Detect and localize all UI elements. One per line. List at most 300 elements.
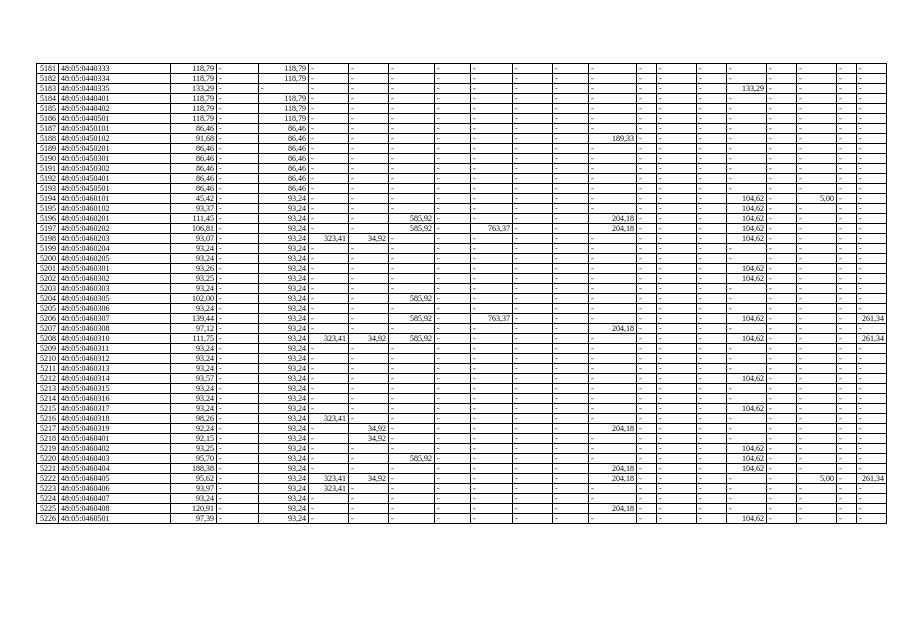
value-cell: - — [857, 174, 887, 184]
value-cell: - — [857, 374, 887, 384]
value-cell: - — [727, 384, 767, 394]
value-cell: - — [767, 444, 797, 454]
value-cell: - — [435, 264, 471, 274]
row-number-cell: 5189 — [37, 144, 59, 154]
value-cell: - — [767, 204, 797, 214]
value-cell: - — [697, 394, 727, 404]
value-cell: - — [657, 164, 697, 174]
value-cell: 97,12 — [171, 324, 217, 334]
value-cell: - — [389, 464, 435, 474]
value-cell: - — [217, 394, 259, 404]
value-cell: - — [309, 204, 349, 214]
value-cell: 86,46 — [259, 124, 309, 134]
value-cell: - — [471, 494, 513, 504]
value-cell: - — [471, 84, 513, 94]
value-cell: - — [697, 64, 727, 74]
value-cell: - — [697, 274, 727, 284]
value-cell: - — [697, 94, 727, 104]
value-cell: - — [309, 244, 349, 254]
value-cell: - — [657, 254, 697, 264]
value-cell: - — [435, 174, 471, 184]
value-cell: - — [857, 294, 887, 304]
value-cell: - — [589, 204, 637, 214]
value-cell: - — [435, 504, 471, 514]
value-cell: 34,92 — [349, 434, 389, 444]
value-cell: - — [471, 184, 513, 194]
value-cell: - — [637, 254, 657, 264]
value-cell: - — [697, 184, 727, 194]
value-cell: 104,62 — [727, 404, 767, 414]
value-cell: - — [797, 364, 837, 374]
value-cell: 118,79 — [259, 114, 309, 124]
value-cell: - — [589, 164, 637, 174]
value-cell: 86,46 — [259, 174, 309, 184]
value-cell: - — [657, 464, 697, 474]
value-cell: - — [471, 334, 513, 344]
value-cell: - — [767, 484, 797, 494]
value-cell: - — [435, 454, 471, 464]
value-cell: - — [767, 194, 797, 204]
value-cell: - — [513, 424, 553, 434]
value-cell: - — [435, 324, 471, 334]
value-cell: - — [389, 104, 435, 114]
table-row — [37, 84, 887, 94]
value-cell: - — [217, 184, 259, 194]
value-cell: - — [471, 464, 513, 474]
value-cell: - — [657, 104, 697, 114]
value-cell: - — [837, 354, 857, 364]
value-cell: - — [767, 134, 797, 144]
cadastral-number-cell: 48:05:0440501 — [59, 114, 171, 124]
value-cell: - — [637, 184, 657, 194]
row-number-cell: 5195 — [37, 204, 59, 214]
value-cell: - — [589, 114, 637, 124]
value-cell: 204,18 — [589, 474, 637, 484]
value-cell: - — [657, 124, 697, 134]
value-cell: - — [697, 354, 727, 364]
value-cell: - — [349, 504, 389, 514]
value-cell: - — [435, 104, 471, 114]
value-cell: - — [657, 484, 697, 494]
value-cell: - — [767, 114, 797, 124]
cadastral-number-cell: 48:05:0440335 — [59, 84, 171, 94]
value-cell: - — [217, 214, 259, 224]
cadastral-number-cell: 48:05:0460406 — [59, 484, 171, 494]
value-cell: - — [697, 434, 727, 444]
value-cell: - — [309, 144, 349, 154]
value-cell: - — [553, 464, 589, 474]
value-cell: - — [471, 304, 513, 314]
value-cell: - — [471, 104, 513, 114]
value-cell: - — [767, 184, 797, 194]
value-cell: - — [435, 314, 471, 324]
value-cell: - — [553, 414, 589, 424]
value-cell: - — [637, 94, 657, 104]
value-cell: - — [349, 204, 389, 214]
value-cell: - — [767, 474, 797, 484]
value-cell: - — [349, 374, 389, 384]
value-cell: - — [837, 224, 857, 234]
value-cell: - — [857, 204, 887, 214]
value-cell: - — [513, 324, 553, 334]
value-cell: 93,24 — [259, 484, 309, 494]
value-cell: - — [767, 264, 797, 274]
value-cell: - — [697, 364, 727, 374]
value-cell: - — [471, 294, 513, 304]
value-cell: - — [217, 434, 259, 444]
value-cell: 323,41 — [309, 474, 349, 484]
table-row — [37, 454, 887, 464]
cadastral-number-cell: 48:05:0460311 — [59, 344, 171, 354]
table-row — [37, 504, 887, 514]
value-cell: - — [309, 294, 349, 304]
value-cell: - — [797, 274, 837, 284]
value-cell: - — [349, 404, 389, 414]
value-cell: - — [309, 364, 349, 374]
value-cell: - — [767, 214, 797, 224]
value-cell: - — [389, 414, 435, 424]
cadastral-number-cell: 48:05:0440401 — [59, 94, 171, 104]
value-cell: - — [697, 114, 727, 124]
value-cell: - — [767, 234, 797, 244]
value-cell: 93,24 — [259, 364, 309, 374]
table-row — [37, 64, 887, 74]
table-row — [37, 434, 887, 444]
value-cell: - — [857, 64, 887, 74]
value-cell: - — [389, 134, 435, 144]
value-cell: - — [697, 484, 727, 494]
value-cell: 104,62 — [727, 214, 767, 224]
value-cell: - — [857, 464, 887, 474]
value-cell: - — [767, 294, 797, 304]
value-cell: - — [857, 284, 887, 294]
value-cell: - — [471, 154, 513, 164]
value-cell: - — [589, 344, 637, 354]
value-cell: - — [657, 244, 697, 254]
value-cell: - — [349, 164, 389, 174]
value-cell: - — [837, 334, 857, 344]
value-cell: - — [309, 134, 349, 144]
value-cell: - — [797, 234, 837, 244]
value-cell: 93,24 — [259, 474, 309, 484]
value-cell: - — [657, 84, 697, 94]
value-cell: - — [637, 64, 657, 74]
value-cell: - — [349, 84, 389, 94]
value-cell: 102,00 — [171, 294, 217, 304]
value-cell: - — [349, 354, 389, 364]
value-cell: - — [389, 264, 435, 274]
value-cell: - — [349, 74, 389, 84]
value-cell: - — [657, 434, 697, 444]
cadastral-number-cell: 48:05:0450102 — [59, 134, 171, 144]
value-cell: - — [857, 264, 887, 274]
value-cell: - — [857, 84, 887, 94]
value-cell: - — [435, 484, 471, 494]
value-cell: - — [553, 174, 589, 184]
value-cell: - — [797, 124, 837, 134]
value-cell: - — [553, 424, 589, 434]
value-cell: - — [435, 94, 471, 104]
value-cell: - — [767, 304, 797, 314]
value-cell: - — [837, 124, 857, 134]
value-cell: - — [217, 474, 259, 484]
value-cell: - — [349, 514, 389, 524]
table-body — [37, 64, 887, 524]
value-cell: 93,07 — [171, 234, 217, 244]
table-row — [37, 174, 887, 184]
value-cell: - — [857, 514, 887, 524]
value-cell: - — [309, 194, 349, 204]
cadastral-number-cell: 48:05:0460203 — [59, 234, 171, 244]
value-cell: - — [637, 354, 657, 364]
value-cell: - — [589, 494, 637, 504]
value-cell: - — [553, 384, 589, 394]
value-cell: - — [471, 164, 513, 174]
value-cell: - — [349, 64, 389, 74]
value-cell: 5,00 — [797, 474, 837, 484]
value-cell: - — [637, 334, 657, 344]
table-row — [37, 194, 887, 204]
value-cell: - — [589, 394, 637, 404]
value-cell: - — [471, 214, 513, 224]
row-number-cell: 5200 — [37, 254, 59, 264]
value-cell: - — [637, 134, 657, 144]
value-cell: - — [767, 344, 797, 354]
value-cell: - — [349, 134, 389, 144]
value-cell: - — [309, 184, 349, 194]
value-cell: - — [513, 214, 553, 224]
value-cell: - — [389, 474, 435, 484]
value-cell: - — [727, 474, 767, 484]
value-cell: - — [349, 444, 389, 454]
value-cell: - — [389, 84, 435, 94]
value-cell: - — [309, 374, 349, 384]
value-cell: - — [727, 64, 767, 74]
value-cell: - — [589, 364, 637, 374]
table-row — [37, 144, 887, 154]
row-number-cell: 5210 — [37, 354, 59, 364]
value-cell: - — [837, 424, 857, 434]
value-cell: - — [637, 244, 657, 254]
row-number-cell: 5183 — [37, 84, 59, 94]
value-cell: - — [837, 384, 857, 394]
value-cell: - — [471, 204, 513, 214]
value-cell: - — [837, 174, 857, 184]
value-cell: - — [513, 64, 553, 74]
value-cell: - — [657, 494, 697, 504]
value-cell: - — [727, 424, 767, 434]
value-cell: - — [857, 424, 887, 434]
row-number-cell: 5185 — [37, 104, 59, 114]
row-number-cell: 5226 — [37, 514, 59, 524]
value-cell: - — [553, 94, 589, 104]
value-cell: - — [637, 484, 657, 494]
value-cell: - — [309, 504, 349, 514]
value-cell: - — [513, 164, 553, 174]
value-cell: - — [513, 284, 553, 294]
value-cell: 104,62 — [727, 264, 767, 274]
value-cell: - — [389, 364, 435, 374]
value-cell: - — [697, 164, 727, 174]
value-cell: - — [727, 494, 767, 504]
value-cell: - — [471, 244, 513, 254]
value-cell: - — [727, 124, 767, 134]
value-cell: - — [837, 504, 857, 514]
value-cell: 45,42 — [171, 194, 217, 204]
value-cell: 95,62 — [171, 474, 217, 484]
value-cell: - — [471, 344, 513, 354]
value-cell: - — [217, 304, 259, 314]
value-cell: - — [657, 444, 697, 454]
value-cell: - — [637, 394, 657, 404]
value-cell: - — [589, 124, 637, 134]
value-cell: - — [513, 234, 553, 244]
value-cell: - — [471, 354, 513, 364]
value-cell: - — [657, 514, 697, 524]
value-cell: - — [657, 474, 697, 484]
value-cell: - — [217, 344, 259, 354]
value-cell: - — [657, 204, 697, 214]
value-cell: - — [727, 134, 767, 144]
value-cell: - — [389, 204, 435, 214]
value-cell: 93,24 — [259, 444, 309, 454]
value-cell: - — [797, 134, 837, 144]
value-cell: - — [857, 244, 887, 254]
row-number-cell: 5192 — [37, 174, 59, 184]
value-cell: - — [471, 454, 513, 464]
value-cell: - — [217, 404, 259, 414]
value-cell: - — [389, 74, 435, 84]
value-cell: - — [767, 154, 797, 164]
value-cell: - — [797, 444, 837, 454]
value-cell: - — [637, 154, 657, 164]
value-cell: - — [797, 164, 837, 174]
value-cell: - — [637, 274, 657, 284]
value-cell: - — [637, 84, 657, 94]
value-cell: 93,24 — [259, 234, 309, 244]
row-number-cell: 5202 — [37, 274, 59, 284]
table-row — [37, 114, 887, 124]
value-cell: - — [727, 74, 767, 84]
row-number-cell: 5217 — [37, 424, 59, 434]
value-cell: - — [837, 114, 857, 124]
value-cell: - — [389, 174, 435, 184]
row-number-cell: 5211 — [37, 364, 59, 374]
value-cell: - — [767, 404, 797, 414]
value-cell: - — [435, 154, 471, 164]
row-number-cell: 5184 — [37, 94, 59, 104]
value-cell: 93,24 — [259, 214, 309, 224]
value-cell: - — [553, 474, 589, 484]
cadastral-number-cell: 48:05:0460312 — [59, 354, 171, 364]
table-row — [37, 154, 887, 164]
value-cell: - — [435, 384, 471, 394]
value-cell: - — [837, 254, 857, 264]
value-cell: - — [553, 144, 589, 154]
row-number-cell: 5214 — [37, 394, 59, 404]
value-cell: - — [553, 374, 589, 384]
table-row — [37, 474, 887, 484]
table-row — [37, 134, 887, 144]
row-number-cell: 5209 — [37, 344, 59, 354]
value-cell: 763,37 — [471, 314, 513, 324]
value-cell: - — [513, 204, 553, 214]
value-cell: - — [837, 394, 857, 404]
value-cell: - — [349, 114, 389, 124]
value-cell: - — [217, 224, 259, 234]
value-cell: - — [309, 154, 349, 164]
row-number-cell: 5181 — [37, 64, 59, 74]
value-cell: 97,39 — [171, 514, 217, 524]
value-cell: - — [857, 494, 887, 504]
value-cell: - — [309, 404, 349, 414]
value-cell: 261,34 — [857, 314, 887, 324]
value-cell: - — [435, 334, 471, 344]
value-cell: 323,41 — [309, 334, 349, 344]
value-cell: - — [727, 184, 767, 194]
value-cell: - — [767, 514, 797, 524]
value-cell: 93,24 — [259, 254, 309, 264]
value-cell: - — [309, 394, 349, 404]
value-cell: - — [767, 84, 797, 94]
value-cell: 204,18 — [589, 504, 637, 514]
value-cell: - — [727, 364, 767, 374]
value-cell: - — [553, 224, 589, 234]
value-cell: - — [513, 464, 553, 474]
row-number-cell: 5219 — [37, 444, 59, 454]
value-cell: - — [797, 434, 837, 444]
value-cell: - — [837, 164, 857, 174]
table-row — [37, 74, 887, 84]
value-cell: - — [837, 104, 857, 114]
value-cell: - — [767, 284, 797, 294]
value-cell: - — [657, 74, 697, 84]
value-cell: - — [513, 394, 553, 404]
cadastral-number-cell: 48:05:0460407 — [59, 494, 171, 504]
value-cell: - — [697, 514, 727, 524]
value-cell: - — [837, 284, 857, 294]
value-cell: - — [767, 454, 797, 464]
value-cell: 93,24 — [259, 244, 309, 254]
value-cell: - — [435, 184, 471, 194]
value-cell: - — [217, 464, 259, 474]
value-cell: - — [767, 364, 797, 374]
value-cell: - — [471, 194, 513, 204]
value-cell: - — [797, 484, 837, 494]
value-cell: - — [217, 494, 259, 504]
value-cell: 93,26 — [171, 264, 217, 274]
value-cell: - — [553, 114, 589, 124]
value-cell: - — [797, 84, 837, 94]
value-cell: - — [657, 414, 697, 424]
value-cell: 93,24 — [259, 374, 309, 384]
cadastral-number-cell: 48:05:0460101 — [59, 194, 171, 204]
value-cell: - — [657, 334, 697, 344]
cadastral-number-cell: 48:05:0460315 — [59, 384, 171, 394]
table-row — [37, 334, 887, 344]
value-cell: - — [657, 324, 697, 334]
value-cell: - — [513, 384, 553, 394]
row-number-cell: 5197 — [37, 224, 59, 234]
value-cell: - — [553, 234, 589, 244]
value-cell: - — [389, 184, 435, 194]
value-cell: 204,18 — [589, 324, 637, 334]
value-cell: 86,46 — [171, 154, 217, 164]
value-cell: - — [637, 414, 657, 424]
value-cell: - — [435, 114, 471, 124]
value-cell: - — [837, 454, 857, 464]
value-cell: - — [857, 134, 887, 144]
